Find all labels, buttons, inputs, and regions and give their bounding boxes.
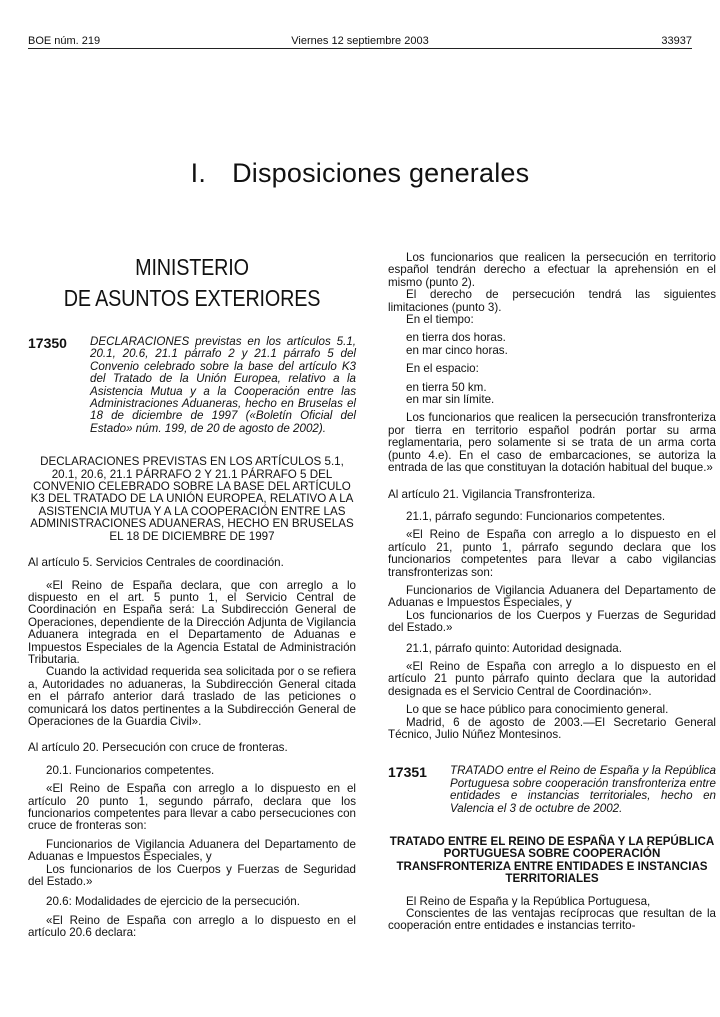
article-21-1-paragraph-2: Funcionarios de Vigilancia Aduanera del Departamento de Aduanas e Impuestos Especiales, y <box>388 583 716 610</box>
time-sea: en mar cinco horas. <box>406 343 508 357</box>
space-sea: en mar sin límite. <box>406 393 495 407</box>
entry-17351 <box>388 765 716 815</box>
persecution-paragraph-2: El derecho de persecución tendrá las siguientes limitaciones (punto 3). <box>388 288 716 314</box>
ministry-line-1: MINISTERIO <box>135 254 249 280</box>
treaty-paragraph-1: El Reino de España y la República Portuguesa, <box>406 894 651 908</box>
treaty-heading: TRATADO ENTRE EL REINO DE ESPAÑA Y LA REPÚBLICA PORTUGUESA SOBRE COOPERACIÓN TRANSFRONTERIZA ENTRE ENTIDADES E INSTANCIAS TERRITORIALES <box>389 835 715 886</box>
article-5-heading: Al artículo 5. Servicios Centrales de coordinación. <box>28 556 284 570</box>
time-heading: En el tiempo: <box>406 313 474 327</box>
persecution-paragraph-1: Los funcionarios que realicen la persecución en territorio español tendrán derecho a efectuar la aprehensión en el mismo (punto 2). <box>388 251 716 289</box>
article-20-1-paragraph-2: Funcionarios de Vigilancia Aduanera del Departamento de Aduanas e Impuestos Especiales, y <box>28 837 356 864</box>
article-20-1-paragraph-1: «El Reino de España con arreglo a lo dispuesto en el artículo 20 punto 1, segundo párrafo, declara que los funcionarios competentes para llevar a cabo persecuciones con cruce de fronteras son: <box>28 782 356 833</box>
article-20-6-label: 20.6: Modalidades de ejercicio de la persecución. <box>46 895 300 909</box>
article-21-1-paragraph-1: «El Reino de España con arreglo a lo dispuesto en el artículo 21, punto 1, párrafo segundo declara que los funcionarios competentes para llevar a cabo vigilancias transfronterizas son: <box>388 528 716 579</box>
space-heading: En el espacio: <box>406 362 479 376</box>
running-header <box>28 34 692 49</box>
article-5-paragraph-2: Cuando la actividad requerida sea solicitada por o se refiera a, Autoridades no aduaneras, la Subdirección General citada en el párrafo anterior dará traslado de las peticiones o comunicará los datos pertinentes a la Subdirección General de Operaciones de la Guardia Civil». <box>28 665 356 728</box>
closing-paragraph: Lo que se hace público para conocimiento general. <box>406 703 669 717</box>
article-20-heading: Al artículo 20. Persecución con cruce de fronteras. <box>28 741 288 755</box>
article-21-5-label: 21.1, párrafo quinto: Autoridad designada. <box>406 641 622 655</box>
entry-number: 17350 <box>28 335 67 351</box>
issue-date: Viernes 12 septiembre 2003 <box>291 35 429 47</box>
article-21-heading: Al artículo 21. Vigilancia Transfronteriza. <box>388 487 596 501</box>
article-21-1-label: 21.1, párrafo segundo: Funcionarios competentes. <box>406 509 666 523</box>
entry-2-summary: TRATADO entre el Reino de España y la República Portuguesa sobre cooperación transfronteriza entre entidades e instancias territoriales, hecho en Valencia el 3 de octubre de 2002. <box>450 764 716 815</box>
closing-signature: Madrid, 6 de agosto de 2003.—El Secretario General Técnico, Julio Núñez Montesinos. <box>388 715 716 741</box>
right-column <box>388 252 716 933</box>
article-21-5-paragraph-1: «El Reino de España con arreglo a lo dispuesto en el artículo 21 punto párrafo quinto declara que la autoridad designada es el Servicio Central de Coordinación». <box>388 659 716 698</box>
ministry-line-2: DE ASUNTOS EXTERIORES <box>63 285 321 311</box>
space-land: en tierra 50 km. <box>406 380 487 394</box>
left-column <box>28 252 356 940</box>
section-name: Disposiciones generales <box>232 158 530 188</box>
declarations-heading: DECLARACIONES PREVISTAS EN LOS ARTÍCULOS 5.1, 20.1, 20.6, 21.1 PÁRRAFO 2 Y 21.1 PÁRRAFO 5 DEL CONVENIO CELEBRADO SOBRE LA BASE DEL ARTÍCULO K3 DEL TRATADO DE LA UNIÓN EUROPEA, RELATIVO A LA ASISTENCIA MUTUA Y A LA COOPERACIÓN ENTRE LAS ADMINISTRACIONES ADUANERAS, HECHO EN BRUSELAS EL 18 DE DICIEMBRE DE 1997 <box>30 455 354 543</box>
issue-number: BOE núm. 219 <box>28 35 101 47</box>
section-number: I. <box>190 158 207 188</box>
article-20-1-paragraph-3: Los funcionarios de los Cuerpos y Fuerzas de Seguridad del Estado.» <box>28 862 356 889</box>
article-20-6-paragraph-1: «El Reino de España con arreglo a lo dispuesto en el artículo 20.6 declara: <box>28 913 356 940</box>
entry-2-number: 17351 <box>388 764 427 781</box>
page-number: 33937 <box>661 35 692 47</box>
persecution-paragraph-3: Los funcionarios que realicen la persecución transfronteriza por tierra en territorio español podrán portar su arma reglamentaria, pero solamente si se trata de un arma corta (punto 4.e). En el caso de embarcaciones, se autoriza la entrada de las que constituyan la dotación habitual del buque.» <box>388 411 716 475</box>
section-title <box>0 155 720 191</box>
article-20-1-label: 20.1. Funcionarios competentes. <box>46 763 215 777</box>
ministry-heading <box>51 252 333 314</box>
article-21-1-paragraph-3: Los funcionarios de los Cuerpos y Fuerzas de Seguridad del Estado.» <box>388 608 716 635</box>
entry-17350 <box>28 336 356 435</box>
entry-summary: DECLARACIONES previstas en los artículos 5.1, 20.1, 20.6, 21.1 párrafo 2 y 21.1 párrafo 5 del Convenio celebrado sobre la base del artículo K3 del Tratado de la Unión Europea, relativo a la Asistencia Mutua y a la Cooperación entre las Administraciones Aduaneras, hecho en Bruselas el 18 de diciembre de 1997 («Boletín Oficial del Estado» núm. 199, de 20 de agosto de 2002). <box>90 335 356 435</box>
article-5-paragraph-1: «El Reino de España declara, que con arreglo a lo dispuesto en el art. 5 punto 1, el Servicio Central de Coordinación en España será: La Subdirección General de Operaciones, dependiente de la Dirección Adjunta de Vigilancia Aduanera integrada en el Departamento de Aduanas e Impuestos Especiales de la Agencia Estatal de Administración Tributaria. <box>28 578 356 666</box>
time-land: en tierra dos horas. <box>406 331 506 345</box>
treaty-paragraph-2: Conscientes de las ventajas recíprocas que resultan de la cooperación entre entidades e instancias territo- <box>388 907 716 933</box>
